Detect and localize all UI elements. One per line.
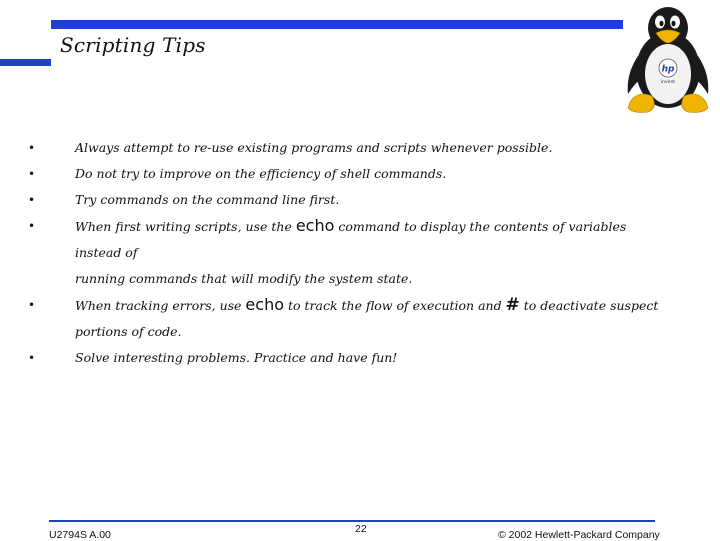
bullet-icon: • (28, 298, 36, 312)
header-bar-left (0, 59, 51, 66)
bullet-icon: • (28, 141, 36, 155)
bullet-item (28, 345, 668, 371)
copyright-notice: © 2002 Hewlett-Packard Company (498, 529, 660, 541)
bullet-item (28, 135, 668, 161)
bullet-icon: • (28, 351, 36, 365)
footer-rule (49, 520, 655, 522)
echo-command: echo (245, 295, 284, 314)
bullet-text-after: to deactivate suspect (519, 298, 659, 313)
bullet-item (28, 161, 668, 187)
tux-penguin-icon (620, 4, 716, 114)
bullet-text-after: command to display the contents of variables instead of (75, 219, 627, 260)
bullet-list (28, 135, 668, 371)
bullet-text: Try commands on the command line first. (75, 192, 340, 207)
bullet-icon: • (28, 167, 36, 181)
course-code: U2794S A.00 (49, 529, 111, 541)
bullet-icon: • (28, 219, 36, 233)
bullet-continuation: running commands that will modify the system state. (75, 271, 413, 286)
hash-symbol: # (505, 295, 520, 315)
bullet-continuation: portions of code. (75, 324, 182, 339)
bullet-item (28, 213, 668, 292)
bullet-text: Do not try to improve on the efficiency of shell commands. (75, 166, 447, 181)
logo-shirt-text: invent (660, 80, 676, 85)
bullet-text-before: When tracking errors, use (75, 298, 246, 313)
header-bar-top (51, 20, 623, 29)
bullet-item (28, 292, 668, 345)
page-number: 22 (355, 523, 367, 535)
echo-command: echo (295, 216, 335, 235)
bullet-icon: • (28, 193, 36, 207)
bullet-text: Solve interesting problems. Practice and have fun! (75, 350, 398, 365)
bullet-item (28, 187, 668, 213)
bullet-text-before: When first writing scripts, use the (75, 219, 296, 234)
bullet-text-middle: to track the flow of execution and (284, 298, 506, 313)
svg-text:hp: hp (661, 64, 675, 75)
bullet-text: Always attempt to re-use existing programs and scripts whenever possible. (75, 140, 553, 155)
slide-title: Scripting Tips (60, 33, 206, 57)
